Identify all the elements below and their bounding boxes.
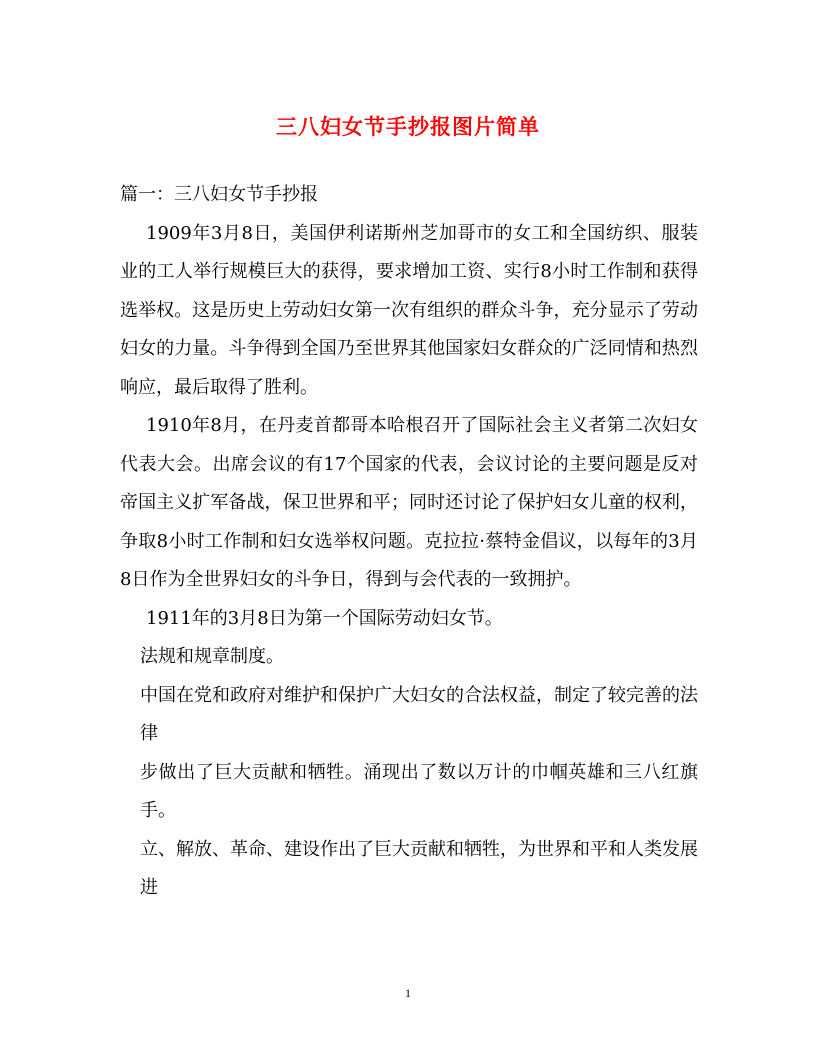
document-body bbox=[120, 176, 698, 908]
paragraph-heroines: 步做出了巨大贡献和牺牲。涌现出了数以万计的巾帼英雄和三八红旗手。 bbox=[140, 761, 698, 821]
section-heading: 篇一：三八妇女节手抄报 bbox=[120, 184, 318, 205]
page-number: 1 bbox=[405, 986, 411, 1000]
paragraph-1910: 1910年8月，在丹麦首都哥本哈根召开了国际社会主义者第二次妇女代表大会。出席会议的有17个国家的代表，会议讨论的主要问题是反对帝国主义扩军备战，保卫世界和平；同时还讨论了保护妇女儿童的权利，争取8小时工作制和妇女选举权问题。克拉拉·蔡特金倡议，以每年的3月8日作为全世界妇女的斗争日，得到与会代表的一致拥护。 bbox=[120, 415, 698, 590]
paragraph-liberation: 立、解放、革命、建设作出了巨大贡献和牺牲，为世界和平和人类发展进 bbox=[140, 838, 698, 898]
paragraph-1909: 1909年3月8日，美国伊利诺斯州芝加哥市的女工和全国纺织、服装业的工人举行规模巨大的获得，要求增加工资、实行8小时工作制和获得选举权。这是历史上劳动妇女第一次有组织的群众斗争，充分显示了劳动妇女的力量。斗争得到全国乃至世界其他国家妇女群众的广泛同情和热烈响应，最后取得了胜利。 bbox=[120, 222, 698, 398]
paragraph-law: 中国在党和政府对维护和保护广大妇女的合法权益，制定了较完善的法律 bbox=[140, 684, 698, 744]
paragraph-1911: 1911年的3月8日为第一个国际劳动妇女节。 bbox=[146, 607, 503, 629]
document-title: 三八妇女节手抄报图片简单 bbox=[276, 114, 540, 139]
paragraph-regulations: 法规和规章制度。 bbox=[140, 646, 284, 667]
